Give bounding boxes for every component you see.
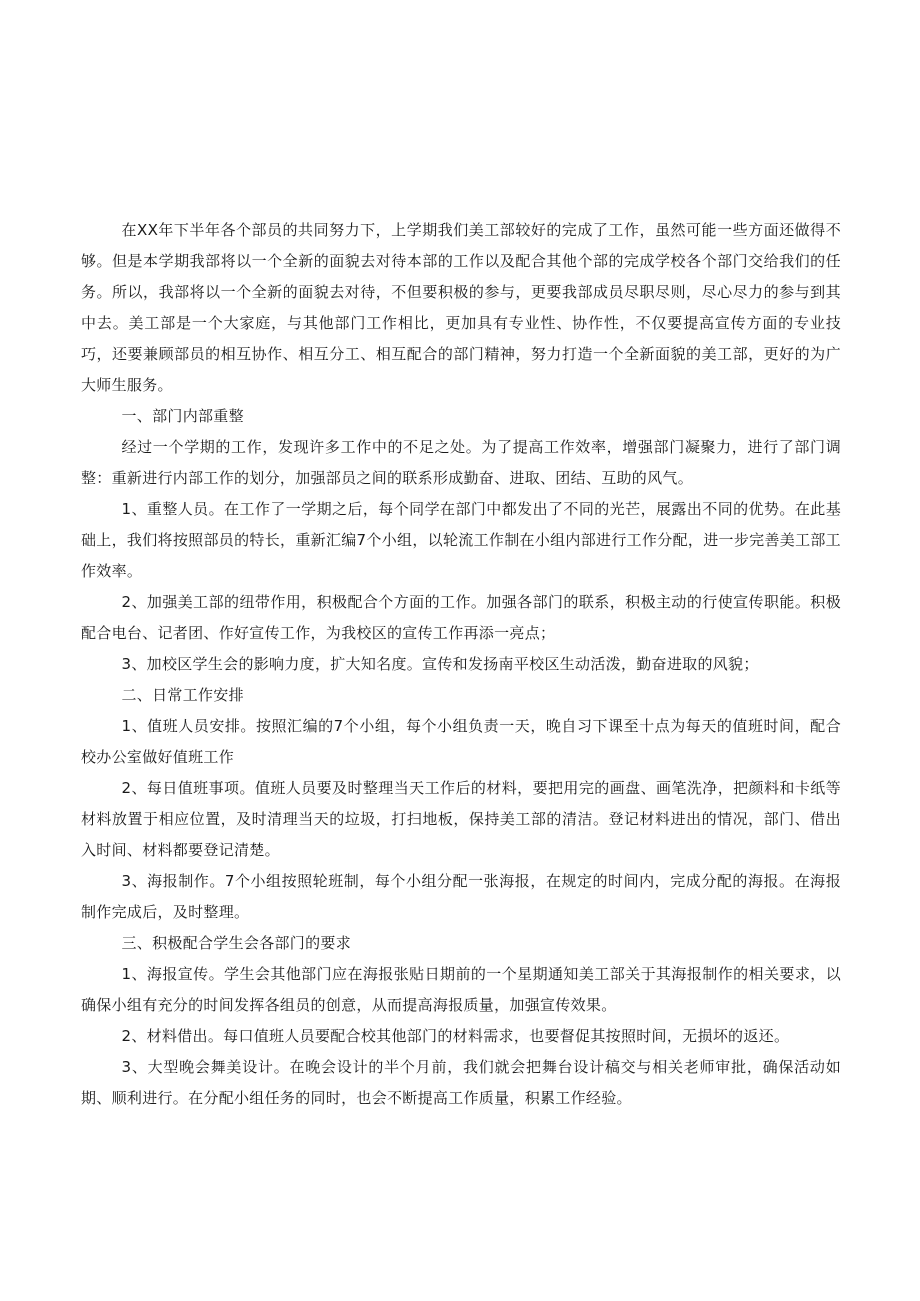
section-3-item-3: 3、大型晚会舞美设计。在晚会设计的半个月前，我们就会把舞台设计稿交与相关老师审批，确保活动如期、顺利进行。在分配小组任务的同时，也会不断提高工作质量，积累工作经验。 [81, 1058, 841, 1107]
section-3-item-1: 1、海报宣传。学生会其他部门应在海报张贴日期前的一个星期通知美工部关于其海报制作的相关要求，以确保小组有充分的时间发挥各组员的创意，从而提高海报质量，加强宣传效果。 [81, 965, 841, 1014]
section-heading-2: 二、日常工作安排 [121, 686, 244, 704]
document-body [81, 215, 841, 1114]
section-1-item-2: 2、加强美工部的纽带作用，积极配合个方面的工作。加强各部门的联系，积极主动的行使宣传职能。积极配合电台、记者团、作好宣传工作，为我校区的宣传工作再添一亮点； [81, 593, 841, 642]
intro-paragraph: 在XX年下半年各个部员的共同努力下，上学期我们美工部较好的完成了工作，虽然可能一些方面还做得不够。但是本学期我部将以一个全新的面貌去对待本部的工作以及配合其他个部的完成学校各个部门交给我们的任务。所以，我部将以一个全新的面貌去对待，不但要积极的参与，更要我部成员尽职尽则，尽心尽力的参与到其中去。美工部是一个大家庭，与其他部门工作相比，更加具有专业性、协作性，不仅要提高宣传方面的专业技巧，还要兼顾部员的相互协作、相互分工、相互配合的部门精神，努力打造一个全新面貌的美工部，更好的为广大师生服务。 [81, 221, 841, 394]
section-2-item-1: 1、值班人员安排。按照汇编的7个小组，每个小组负责一天，晚自习下课至十点为每天的值班时间，配合校办公室做好值班工作 [81, 717, 841, 766]
section-heading-3: 三、积极配合学生会各部门的要求 [121, 934, 352, 952]
section-1-item-1: 1、重整人员。在工作了一学期之后，每个同学在部门中都发出了不同的光芒，展露出不同的优势。在此基础上，我们将按照部员的特长，重新汇编7个小组，以轮流工作制在小组内部进行工作分配，进一步完善美工部工作效率。 [81, 500, 841, 580]
section-2-item-3: 3、海报制作。7个小组按照轮班制，每个小组分配一张海报，在规定的时间内，完成分配的海报。在海报制作完成后，及时整理。 [81, 872, 841, 921]
section-3-item-2: 2、材料借出。每口值班人员要配合校其他部门的材料需求，也要督促其按照时间，无损坏的返还。 [121, 1027, 790, 1045]
section-2-item-2: 2、每日值班事项。值班人员要及时整理当天工作后的材料，要把用完的画盘、画笔洗净，把颜料和卡纸等材料放置于相应位置，及时清理当天的垃圾，打扫地板，保持美工部的清洁。登记材料进出的情况，部门、借出入时间、材料都要登记清楚。 [81, 779, 841, 859]
section-1-intro-paragraph: 经过一个学期的工作，发现许多工作中的不足之处。为了提高工作效率，增强部门凝聚力，进行了部门调整：重新进行内部工作的划分，加强部员之间的联系形成勤奋、进取、团结、互助的风气。 [81, 438, 841, 487]
section-1-item-3: 3、加校区学生会的影响力度，扩大知名度。宣传和发扬南平校区生动活泼，勤奋进取的风貌； [121, 655, 759, 673]
section-heading-1: 一、部门内部重整 [121, 407, 244, 425]
